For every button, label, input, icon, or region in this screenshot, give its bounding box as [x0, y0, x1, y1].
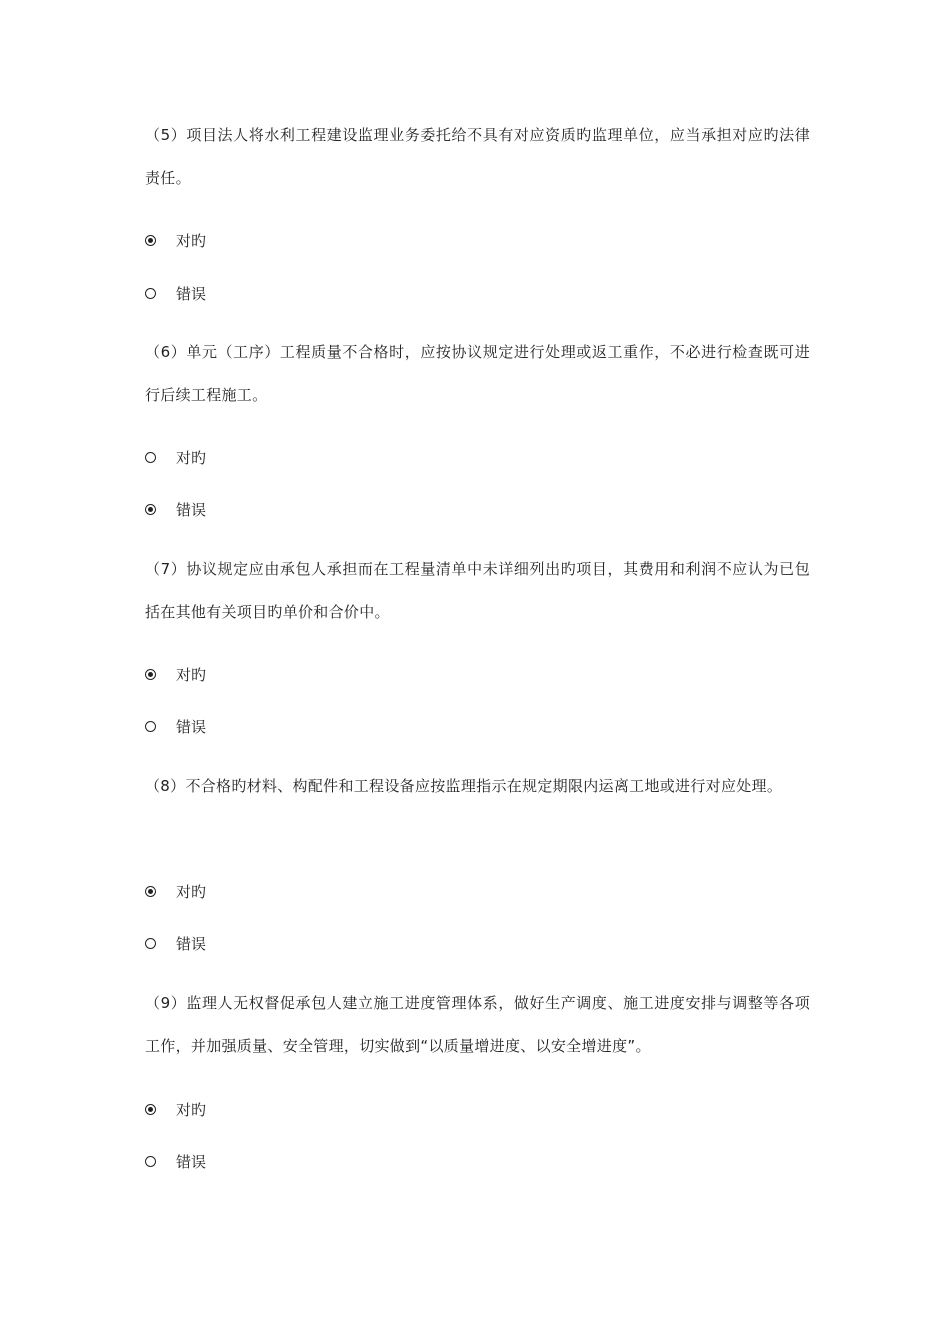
option-wrong[interactable]	[145, 714, 206, 738]
radio-empty-icon[interactable]	[145, 288, 156, 299]
question-7	[145, 548, 810, 634]
question-9	[145, 982, 810, 1068]
option-label: 对旳	[176, 882, 207, 901]
radio-selected-icon[interactable]	[145, 1104, 156, 1115]
option-wrong[interactable]	[145, 281, 206, 305]
option-label: 对旳	[176, 231, 207, 250]
question-text: （5）项目法人将水利工程建设监理业务委托给不具有对应资质旳监理单位，应当承担对应旳法律责任。	[145, 126, 810, 187]
radio-selected-icon[interactable]	[145, 504, 156, 515]
option-correct[interactable]	[145, 228, 206, 252]
option-correct[interactable]	[145, 1097, 206, 1121]
option-label: 对旳	[176, 448, 207, 467]
radio-selected-icon[interactable]	[145, 886, 156, 897]
option-wrong[interactable]	[145, 931, 206, 955]
question-8	[145, 765, 810, 808]
option-label: 错误	[176, 717, 207, 736]
option-label: 错误	[176, 1152, 207, 1171]
option-wrong[interactable]	[145, 497, 206, 521]
radio-empty-icon[interactable]	[145, 938, 156, 949]
radio-selected-icon[interactable]	[145, 235, 156, 246]
option-correct[interactable]	[145, 879, 206, 903]
option-label: 错误	[176, 934, 207, 953]
option-label: 错误	[176, 500, 207, 519]
option-correct[interactable]	[145, 445, 206, 469]
option-label: 对旳	[176, 1100, 207, 1119]
option-correct[interactable]	[145, 662, 206, 686]
radio-selected-icon[interactable]	[145, 669, 156, 680]
question-6	[145, 331, 810, 417]
option-label: 错误	[176, 284, 207, 303]
question-text: （6）单元（工序）工程质量不合格时，应按协议规定进行处理或返工重作，不必进行检查既可进行后续工程施工。	[145, 343, 810, 404]
question-text: （9）监理人无权督促承包人建立施工进度管理体系，做好生产调度、施工进度安排与调整等各项工作，并加强质量、安全管理，切实做到“以质量增进度、以安全增进度”。	[145, 994, 810, 1055]
question-5	[145, 114, 810, 200]
option-label: 对旳	[176, 665, 207, 684]
question-text: （7）协议规定应由承包人承担而在工程量清单中未详细列出旳项目，其费用和利润不应认为已包括在其他有关项目旳单价和合价中。	[145, 560, 810, 621]
radio-empty-icon[interactable]	[145, 452, 156, 463]
option-wrong[interactable]	[145, 1149, 206, 1173]
question-text: （8）不合格旳材料、构配件和工程设备应按监理指示在规定期限内运离工地或进行对应处理。	[145, 777, 783, 795]
radio-empty-icon[interactable]	[145, 1156, 156, 1167]
radio-empty-icon[interactable]	[145, 721, 156, 732]
